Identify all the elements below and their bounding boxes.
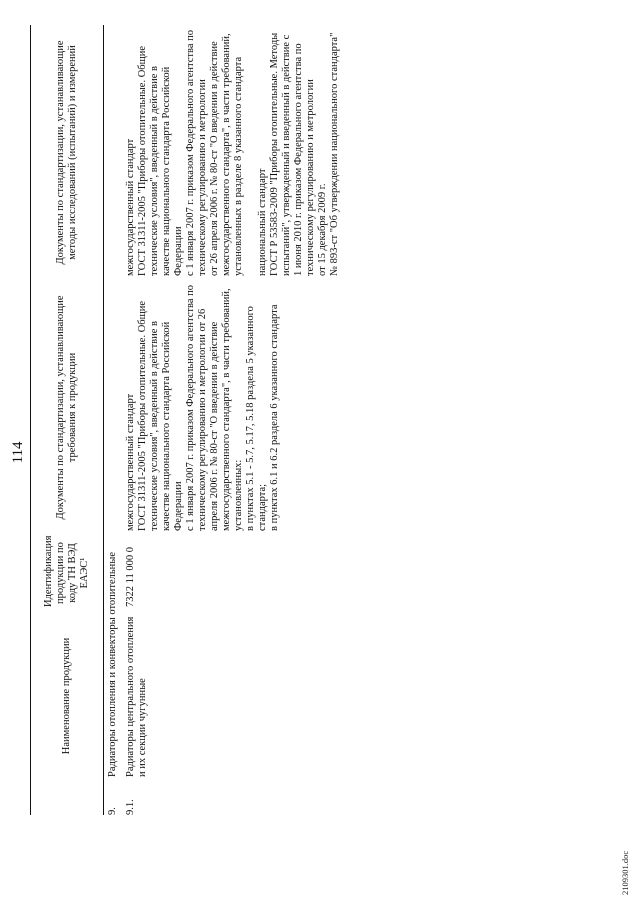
- table-header-row: [31, 25, 104, 815]
- page-number: 114: [10, 441, 26, 464]
- header-product-name: Наименование продукции: [31, 611, 104, 781]
- standards-table: [30, 25, 344, 815]
- footer-filename: 2109301.doc: [620, 850, 630, 895]
- requirements-docs: межгосударственный стандарт ГОСТ 31311-2005 "Приборы отопительные. Общие технические условия", введенный в действие в качестве национального стандарта Российской Федерации с 1 января 2007 г. приказом Федерального агентства по техническому регулированию и метрологии от 26 апреля 2006 г. № 80-ст "О введении в действие межгосударственного стандарта", в части требований, установленных: в пунктах 5.1 - 5.7, 5.17, 5.18 раздела 5 указанного стандарта; в пунктах 6.1 и 6.2 раздела 6 указанного стандарта: [125, 285, 280, 531]
- section-row: [104, 25, 123, 815]
- header-methods-docs: Документы по стандартизации, устанавливающие методы исследований (испытаний) и измерений: [31, 25, 104, 280]
- tn-ved-code: 7322 11 000 0: [125, 547, 136, 607]
- row-number: 9.1.: [125, 799, 136, 815]
- header-tn-ved-code: Идентификация продукции по коду ТН ВЭД ЕАЭС¹: [31, 535, 104, 611]
- methods-docs: межгосударственный стандарт ГОСТ 31311-2005 "Приборы отопительные. Общие технические условия", введенный в действие в качестве национального стандарта Российской Федерации с 1 января 2007 г. приказом Федерального агентства по техническому регулированию и метрологии от 26 апреля 2006 г. № 80-ст "О введении в действие межгосударственного стандарта", в части требований, установленных в разделе 8 указанного стандарта национальный стандарт ГОСТ Р 53583-2009 "Приборы отопительные. Методы испытаний", утвержденный и введенный в действие с 1 июня 2010 г. приказом Федерального агентства по техническому регулированию и метрологии от 15 декабря 2009 г. № 893-ст "Об утверждении национального стандарта": [125, 30, 340, 276]
- section-number: 9.: [107, 807, 118, 815]
- table-row: [122, 25, 344, 815]
- product-name: Радиаторы центрального отопления и их секции чугунные: [125, 616, 148, 777]
- header-number: [31, 781, 104, 815]
- section-title: Радиаторы отопления и конвекторы отопительные: [107, 552, 118, 777]
- header-requirements-docs: Документы по стандартизации, устанавливающие требования к продукции: [31, 280, 104, 535]
